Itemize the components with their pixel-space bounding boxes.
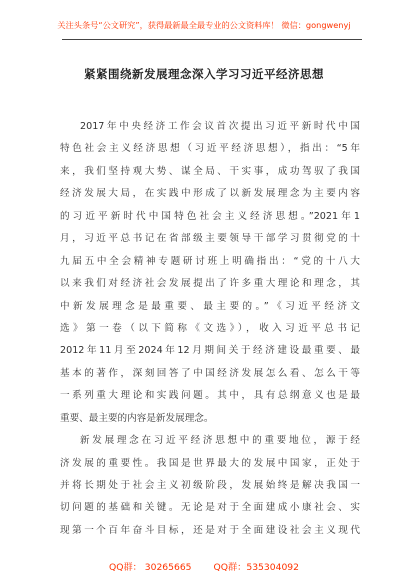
paragraph-line: 来，我们坚持观大势、谋全局、干实事，成功驾驭了我国 bbox=[60, 165, 360, 177]
document-title: 紧紧围绕新发展理念深入学习习近平经济思想 bbox=[84, 67, 324, 81]
paragraph-line: 一系列重大理论和实践问题。其中，具有总纲意义也是最 bbox=[60, 390, 360, 402]
paragraph-line: 的习近平新时代中国特色社会主义经济思想。”2021年1 bbox=[60, 210, 360, 222]
paragraph-line: 以来我们对经济社会发展提出了许多重大理论和理念，其 bbox=[60, 278, 360, 290]
header-banner: 关注头条号“公文研究”，获得最新最全最专业的公文资料库！ 微信：gongwenyj bbox=[57, 20, 351, 30]
header-divider bbox=[62, 39, 362, 40]
paragraph-line: 济发展的重要性。我国是世界最大的发展中国家，正处于 bbox=[60, 457, 360, 469]
paragraph-line: 新发展理念在习近平经济思想中的重要地位，源于经 bbox=[80, 435, 360, 447]
paragraph-line: 选》第一卷（以下简称《文选》），收入习近平总书记 bbox=[60, 322, 360, 334]
paragraph-line: 基本的著作，深刻回答了中国经济发展怎么看、怎么干等 bbox=[60, 367, 360, 379]
paragraph-line: 切问题的基础和关键。无论是对于全面建成小康社会、实 bbox=[60, 502, 360, 514]
paragraph-line: 特色社会主义经济思想（习近平经济思想），指出：“5年 bbox=[60, 143, 360, 155]
footer-qq-group-1: QQ群： 30265665 bbox=[109, 562, 192, 573]
footer-qq-group-2: QQ群：535304092 bbox=[213, 562, 299, 573]
paragraph-line: 中新发展理念是最重要、最主要的。”《习近平经济文 bbox=[60, 300, 360, 312]
paragraph-line: 九届五中全会精神专题研讨班上明确指出：“党的十八大 bbox=[60, 255, 360, 267]
paragraph-line: 月，习近平总书记在省部级主要领导干部学习贯彻党的十 bbox=[60, 233, 360, 245]
paragraph-line: 重要、最主要的内容是新发展理念。 bbox=[60, 412, 214, 424]
paragraph-line: 2017年中央经济工作会议首次提出习近平新时代中国 bbox=[80, 121, 360, 132]
document-body bbox=[60, 116, 360, 542]
paragraph-line: 2012年11月至2024年12月期间关于经济建设最重要、最 bbox=[60, 345, 360, 357]
paragraph-line: 并将长期处于社会主义初级阶段，发展始终是解决我国一 bbox=[60, 480, 360, 491]
paragraph-line: 经济发展大局，在实践中形成了以新发展理念为主要内容 bbox=[60, 188, 360, 200]
footer-contact bbox=[0, 562, 408, 574]
paragraph-line: 现第一个百年奋斗目标，还是对于全面建设社会主义现代 bbox=[60, 524, 360, 536]
